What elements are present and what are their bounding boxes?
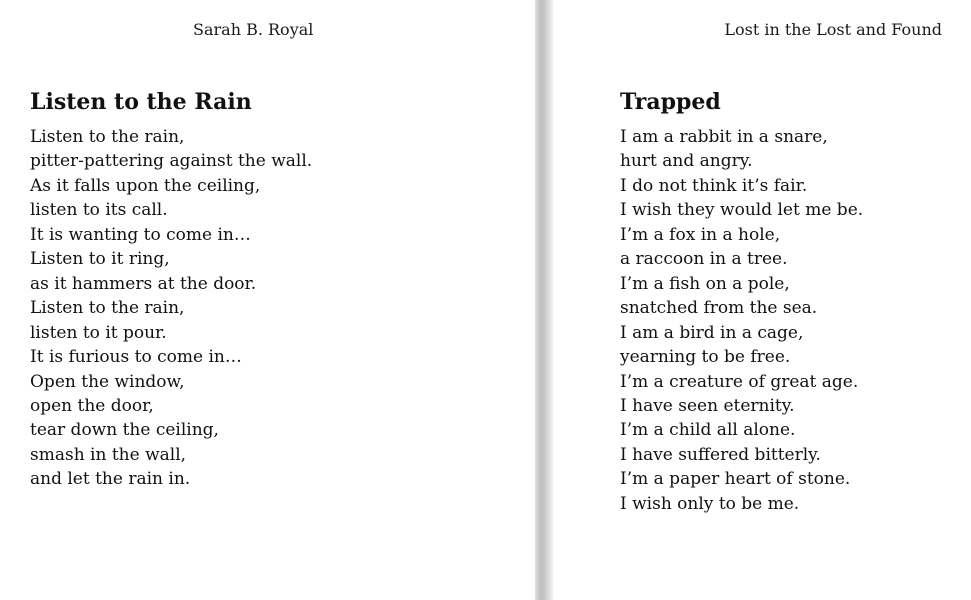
poem-body-listen-to-the-rain (30, 125, 312, 492)
poem-line: It is wanting to come in… (30, 224, 251, 245)
poem-line: pitter-pattering against the wall. (30, 151, 313, 172)
poem-title-listen-to-the-rain: Listen to the Rain (30, 89, 252, 115)
poem-line: I wish they would let me be. (620, 200, 864, 221)
book-spine-gutter (535, 0, 553, 600)
poem-line: snatched from the sea. (620, 298, 818, 319)
poem-line: I have seen eternity. (620, 395, 795, 416)
poem-line: smash in the wall, (30, 444, 187, 465)
poem-title-trapped: Trapped (620, 89, 721, 115)
poem-line: I have suffered bitterly. (620, 444, 821, 465)
poem-line: I do not think it’s fair. (620, 175, 808, 196)
poem-line: I’m a fish on a pole, (620, 273, 790, 294)
poem-line: yearning to be free. (620, 347, 791, 368)
poem-line: as it hammers at the door. (30, 273, 257, 294)
running-head-author: Sarah B. Royal (193, 20, 314, 39)
poem-line: open the door, (30, 395, 154, 416)
poem-line: Listen to the rain, (30, 127, 185, 147)
poem-line: I’m a fox in a hole, (620, 224, 781, 245)
poem-line: I’m a child all alone. (620, 420, 796, 441)
poem-line: I am a bird in a cage, (620, 322, 804, 343)
poem-line: and let the rain in. (30, 469, 191, 490)
poem-line: I’m a creature of great age. (620, 371, 859, 392)
poem-line: hurt and angry. (620, 151, 753, 172)
poem-line: As it falls upon the ceiling, (30, 175, 261, 196)
poem-line: I’m a paper heart of stone. (620, 469, 851, 490)
poem-line: Listen to the rain, (30, 298, 185, 319)
poem-line: I am a rabbit in a snare, (620, 127, 828, 147)
poem-line: a raccoon in a tree. (620, 249, 788, 270)
right-page (553, 0, 971, 600)
poem-line: tear down the ceiling, (30, 420, 219, 441)
running-head-book-title: Lost in the Lost and Found (724, 20, 942, 39)
poem-line: Listen to it ring, (30, 249, 170, 270)
poem-line: listen to its call. (30, 200, 168, 221)
poem-line: It is furious to come in… (30, 347, 242, 368)
poem-line: listen to it pour. (30, 322, 167, 343)
poem-line: I wish only to be me. (620, 493, 800, 514)
poem-line: Open the window, (30, 371, 185, 392)
poem-body-trapped (620, 125, 863, 516)
